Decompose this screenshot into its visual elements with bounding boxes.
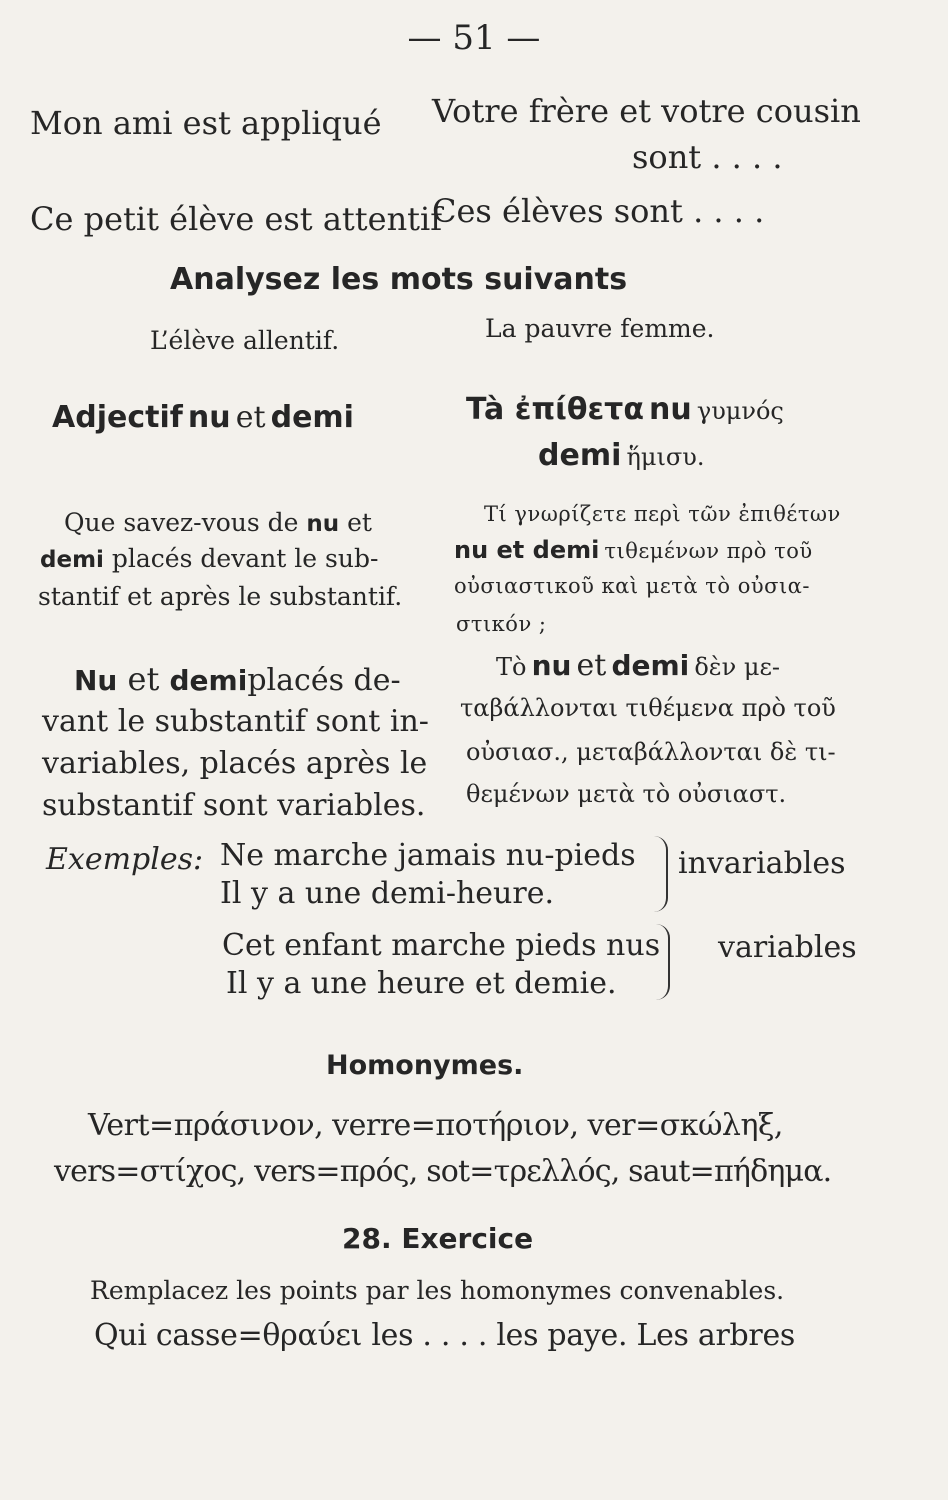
heading-word-nu: nu: [187, 400, 231, 435]
heading-word-demi: demi: [270, 400, 354, 435]
text: Exemples:: [46, 842, 204, 877]
bold-nu: nu: [306, 511, 340, 537]
analyze-word-right: La pauvre femme.: [485, 314, 715, 343]
analyze-word-left: L’élève allentif.: [150, 326, 340, 355]
section-heading-gr-cont: [538, 438, 704, 473]
brace-variables: [652, 924, 670, 1000]
heading-word-et: et: [235, 400, 266, 435]
text: et: [127, 660, 160, 698]
example-line-2: Il y a une demi-heure.: [220, 876, 554, 911]
analyze-heading: Analysez les mots suivants: [170, 262, 628, 297]
text: et: [576, 648, 607, 683]
brace-invariables: [650, 836, 668, 912]
bold-demi: demi: [40, 547, 104, 573]
variables-label: variables: [718, 930, 857, 965]
bold-nu-et-demi: nu et demi: [454, 536, 600, 564]
text: δὲν με-: [694, 653, 781, 681]
bold-nu: Nu: [74, 664, 118, 697]
answer-gr-line-3: οὐσιασ., μεταβάλλονται δὲ τι-: [466, 738, 836, 766]
exercice-instruction: Remplacez les points par les homonymes convenables.: [90, 1276, 785, 1305]
question-fr-line-1: [64, 508, 372, 537]
text: Que savez-vous de: [64, 508, 299, 537]
agreement-row-1-right: Votre frère et votre cousin: [432, 92, 861, 130]
exercice-heading: 28. Exercice: [342, 1222, 534, 1255]
answer-fr-line-2: vant le substantif sont in-: [42, 704, 429, 739]
answer-gr-line-4: θεμένων μετὰ τὸ οὐσιαστ.: [466, 780, 787, 808]
page-number: — 51 —: [407, 18, 541, 58]
answer-gr-line-2: ταβάλλονται τιθέμενα πρὸ τοῦ: [460, 694, 836, 722]
bold-demi: demi: [169, 664, 248, 697]
homonymes-heading: Homonymes.: [326, 1050, 524, 1081]
answer-gr-line-1: [496, 648, 780, 683]
text: placés de-: [247, 663, 401, 698]
bold-demi: demi: [611, 649, 690, 682]
exercice-line-1: Qui casse=θραύει les . . . . les paye. Les arbres: [94, 1318, 795, 1353]
text: placés devant le sub-: [111, 544, 379, 573]
examples-label: [46, 842, 203, 877]
heading-gr-nu: nu: [649, 392, 692, 427]
heading-gr-ta-epitheta: Tà ἐπίθετα: [466, 392, 644, 427]
answer-fr-line-1: [74, 660, 401, 698]
agreement-row-2-right: Ces élèves sont . . . .: [432, 192, 765, 230]
question-gr-line-2: [454, 536, 813, 564]
text: Τὸ: [496, 653, 527, 681]
question-gr-line-4: στικόν ;: [456, 612, 547, 636]
section-heading-gr: [466, 392, 784, 427]
heading-word-adjectif: Adjectif: [52, 400, 183, 435]
answer-fr-line-3: variables, placés après le: [42, 746, 428, 781]
answer-fr-line-4: substantif sont variables.: [42, 788, 426, 823]
question-gr-line-3: οὐσιαστικοῦ καὶ μετὰ τὸ οὐσια-: [454, 574, 810, 598]
heading-gr-demi: demi: [538, 438, 622, 473]
bold-nu: nu: [531, 649, 572, 682]
section-heading-fr: [52, 400, 354, 435]
example-line-3: Cet enfant marche pieds nus: [222, 928, 661, 963]
question-gr-line-1: Τί γνωρίζετε περὶ τῶν ἐπιθέτων: [484, 502, 841, 526]
question-fr-line-3: stantif et après le substantif.: [38, 582, 403, 611]
question-fr-line-2: [40, 544, 378, 573]
example-line-1: Ne marche jamais nu-pieds: [220, 838, 636, 873]
text: τιθεμένων πρὸ τοῦ: [604, 539, 813, 563]
invariables-label: invariables: [678, 846, 846, 881]
heading-gr-hemisy: ἥμισυ.: [626, 443, 705, 471]
homonymes-line-2: vers=στίχος, vers=πρός, sot=τρελλός, saut=πήδημα.: [54, 1154, 832, 1189]
text: et: [347, 508, 372, 537]
agreement-row-1-left: Mon ami est appliqué: [30, 104, 382, 142]
example-line-4: Il y a une heure et demie.: [226, 966, 617, 1001]
agreement-row-2-left: Ce petit élève est attentif: [30, 200, 443, 238]
heading-gr-gymnos: γυμνός: [696, 397, 784, 425]
homonymes-line-1: Vert=πράσινον, verre=ποτήριον, ver=σκώληξ,: [88, 1108, 783, 1143]
agreement-row-1-right-cont: sont . . . .: [632, 138, 783, 176]
